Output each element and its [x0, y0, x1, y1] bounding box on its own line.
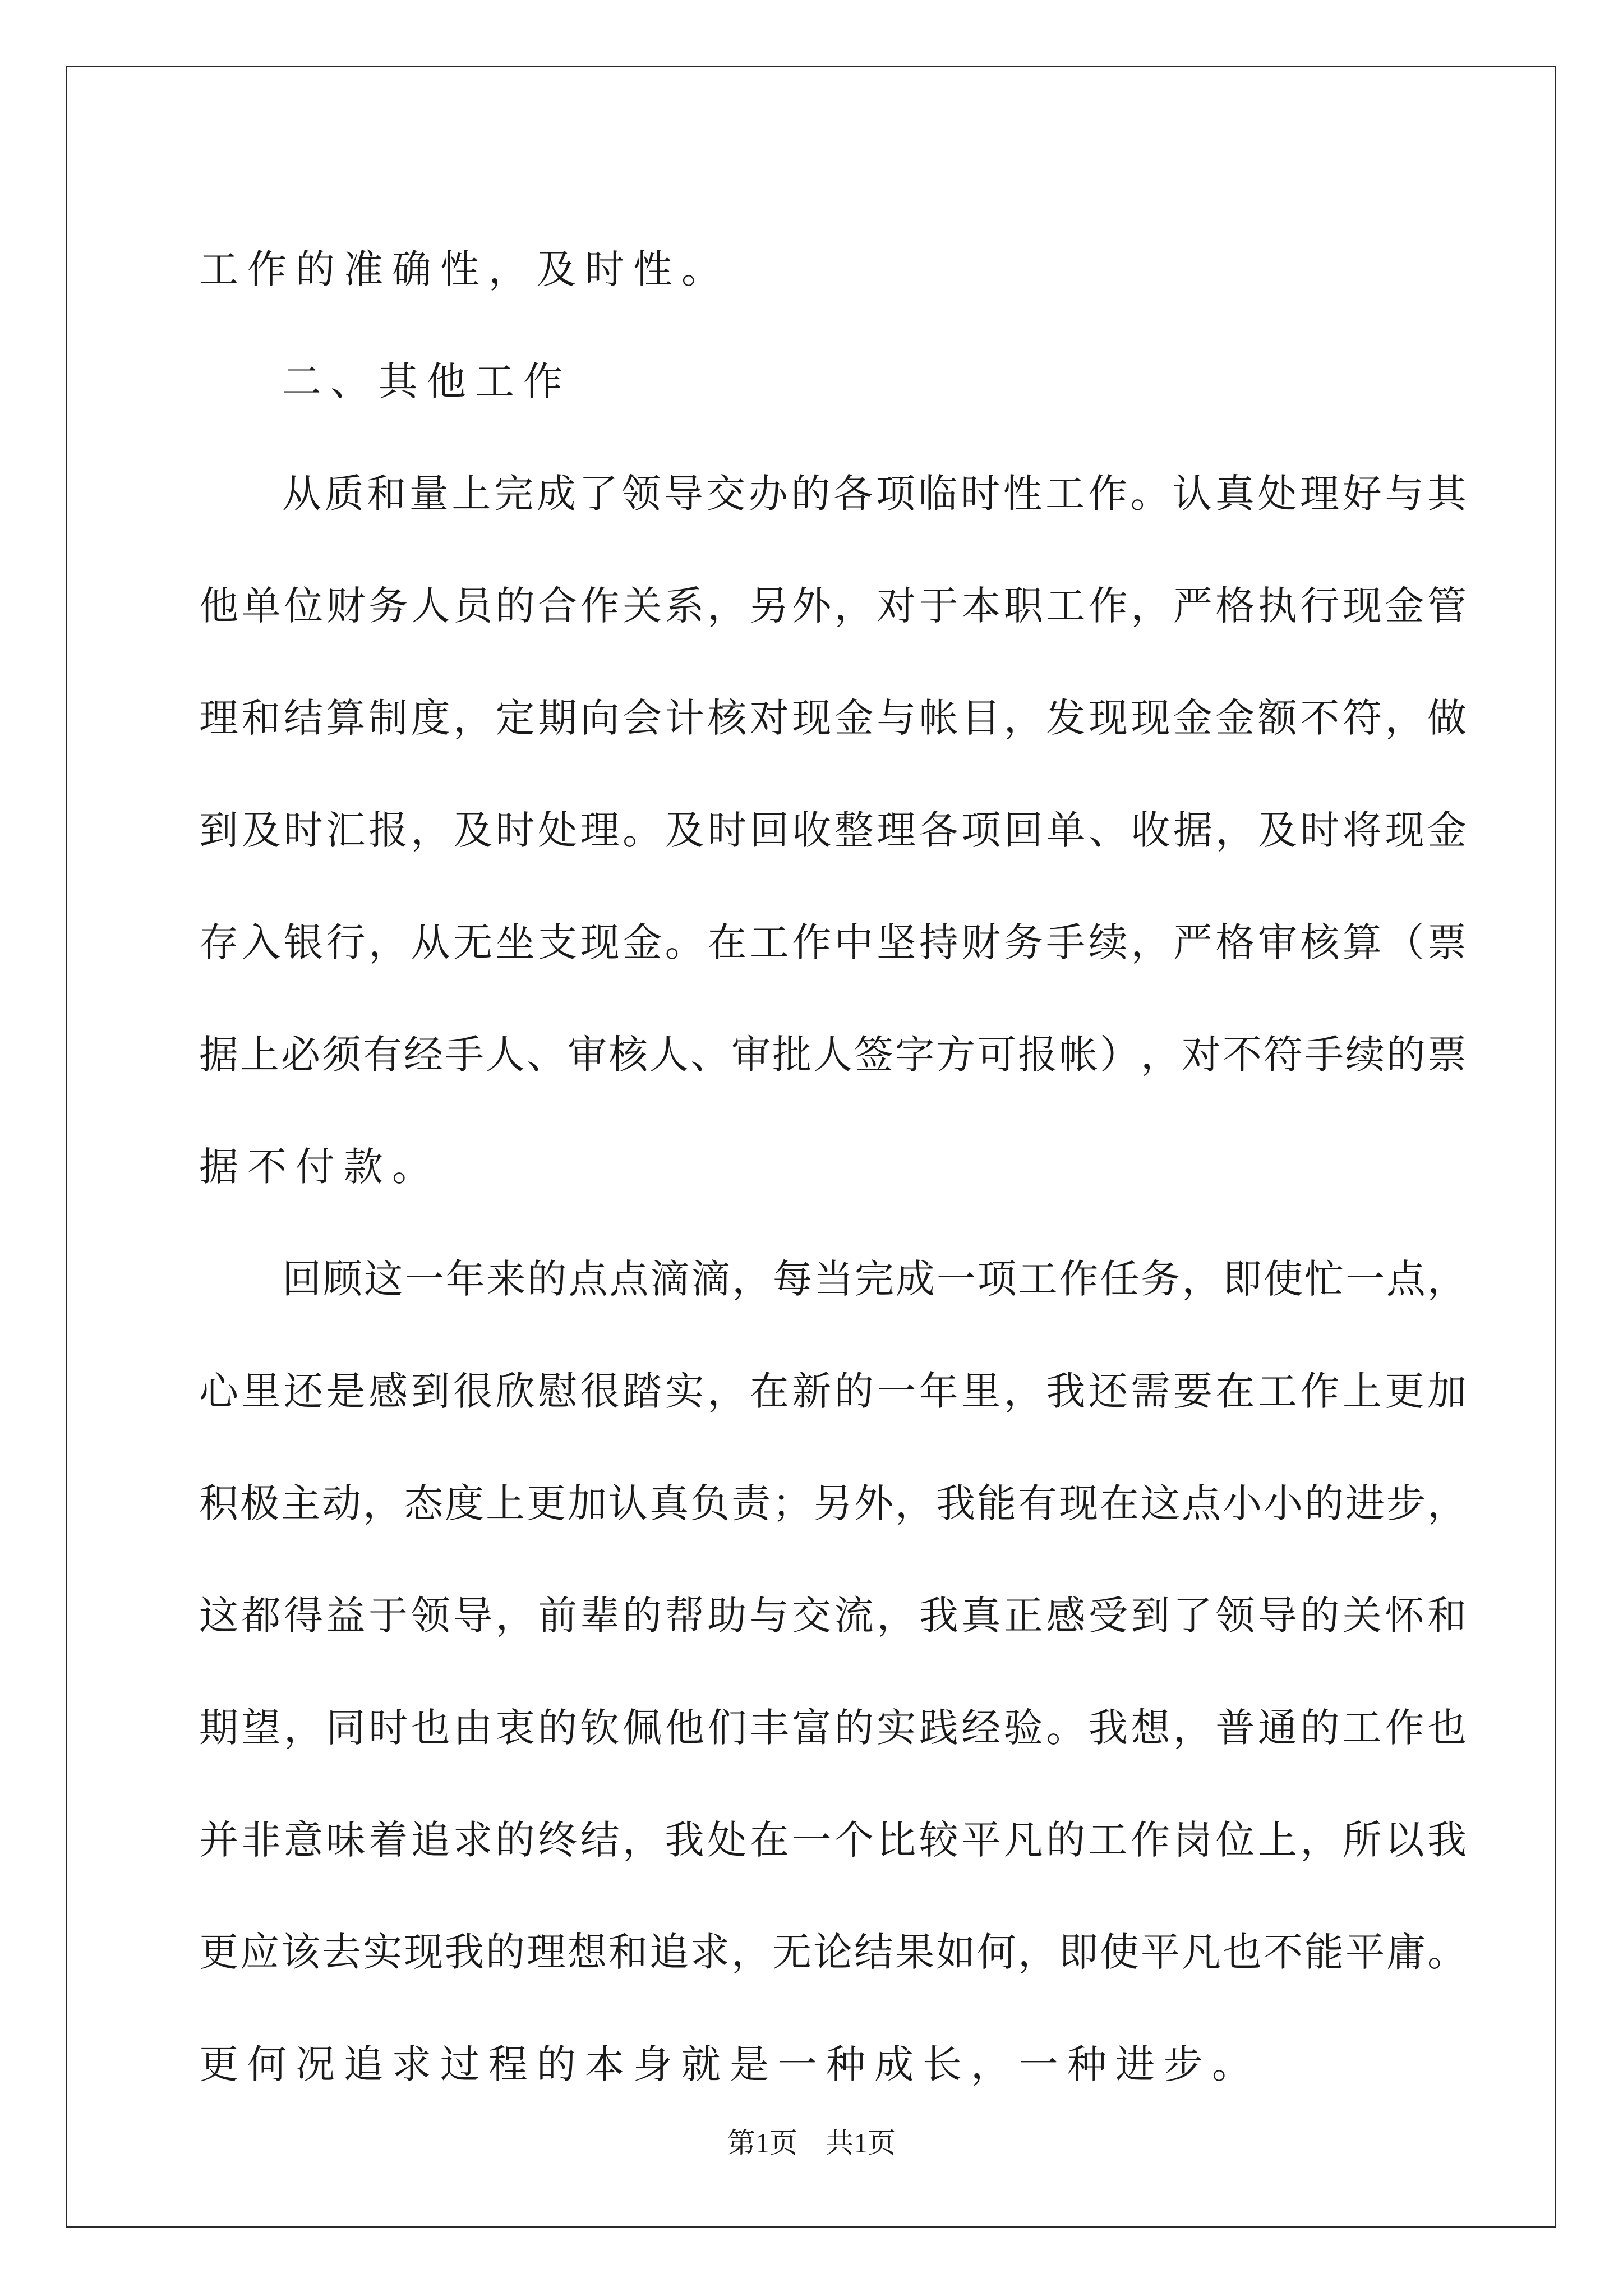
page-footer: 第1页 共1页	[727, 2127, 896, 2159]
text-line: 并 非 意 味 着 追 求 的 终 结 ， 我 处 在 一 个 比 较 平 凡 的 工 作 岗 位 上 ， 所 以 我	[199, 1817, 1467, 1863]
text-line: 理 和 结 算 制 度 ， 定 期 向 会 计 核 对 现 金 与 帐 目 ， 发 现 现 金 金 额 不 符 ， 做	[199, 695, 1467, 741]
text-line: 存 入 银 行 ， 从 无 坐 支 现 金 。 在 工 作 中 坚 持 财 务 手 续 ， 严 格 审 核 算 （ 票	[199, 919, 1467, 965]
text-line: 据不付款。	[199, 1144, 440, 1190]
text-line: 回 顾 这 一 年 来 的 点 点 滴 滴 ， 每 当 完 成 一 项 工 作 任 务 ， 即 使 忙 一 点 ，	[282, 1256, 1467, 1302]
text-line: 工作的准确性，及时性。	[199, 246, 730, 292]
text-line: 这 都 得 益 于 领 导 ， 前 辈 的 帮 助 与 交 流 ， 我 真 正 感 受 到 了 领 导 的 关 怀 和	[199, 1593, 1467, 1639]
text-line: 二、其他工作	[282, 358, 571, 404]
text-line: 更何况追求过程的本身就是一种成长，一种进步。	[199, 2041, 1260, 2087]
text-line: 心 里 还 是 感 到 很 欣 慰 很 踏 实 ， 在 新 的 一 年 里 ， 我 还 需 要 在 工 作 上 更 加	[199, 1368, 1467, 1414]
document-body	[199, 213, 1467, 2120]
text-line: 他 单 位 财 务 人 员 的 合 作 关 系 ， 另 外 ， 对 于 本 职 工 作 ， 严 格 执 行 现 金 管	[199, 583, 1467, 629]
text-line: 积 极 主 动 ， 态 度 上 更 加 认 真 负 责 ； 另 外 ， 我 能 有 现 在 这 点 小 小 的 进 步 ，	[199, 1480, 1467, 1526]
text-line: 期 望 ， 同 时 也 由 衷 的 钦 佩 他 们 丰 富 的 实 践 经 验 。 我 想 ， 普 通 的 工 作 也	[199, 1705, 1467, 1751]
text-line: 更 应 该 去 实 现 我 的 理 想 和 追 求 ， 无 论 结 果 如 何 ， 即 使 平 凡 也 不 能 平 庸 。	[199, 1929, 1467, 1975]
text-line: 从 质 和 量 上 完 成 了 领 导 交 办 的 各 项 临 时 性 工 作 。 认 真 处 理 好 与 其	[282, 471, 1467, 517]
text-line: 到 及 时 汇 报 ， 及 时 处 理 。 及 时 回 收 整 理 各 项 回 单 、 收 据 ， 及 时 将 现 金	[199, 807, 1467, 853]
text-line: 据 上 必 须 有 经 手 人 、 审 核 人 、 审 批 人 签 字 方 可 报 帐 ） ， 对 不 符 手 续 的 票	[199, 1032, 1467, 1078]
